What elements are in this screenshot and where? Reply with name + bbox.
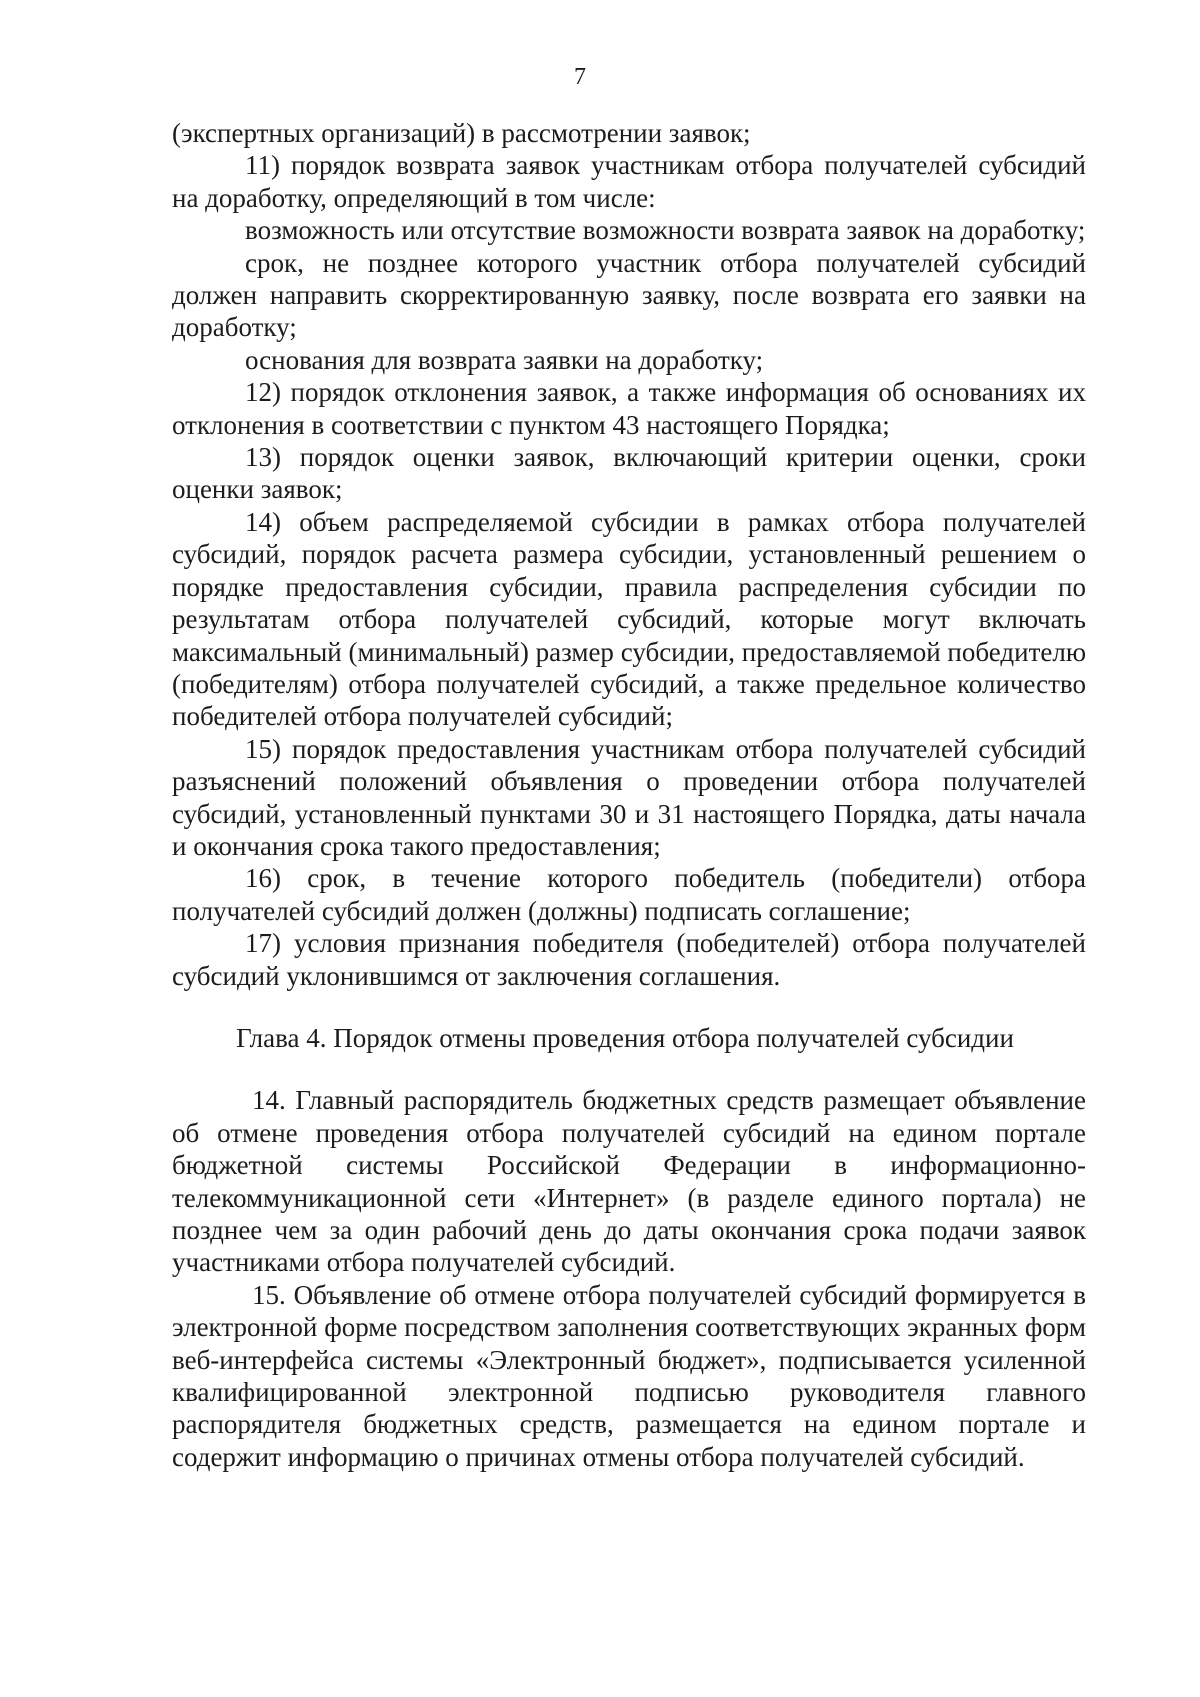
list-item-17: 17) условия признания победителя (победителей) отбора получателей субсидий уклонившимся от заключения соглашения.	[172, 928, 1086, 991]
clause-15: 15. Объявление об отмене отбора получателей субсидий формируется в электронной форме посредством заполнения соответствующих экранных форм веб-интерфейса системы «Электронный бюджет», подписывается усиленной квалифицированной электронной подписью руководителя главного распорядителя бюджетных средств, размещается на едином портале и содержит информацию о причинах отмены отбора получателей субсидий.	[172, 1279, 1086, 1472]
clause-14: 14. Главный распорядитель бюджетных средств размещает объявление об отмене проведения отбора получателей субсидий на едином портале бюджетной системы Российской Федерации в информационно-телекоммуникационной сети «Интернет» (в разделе единого портала) не позднее чем за один рабочий день до даты окончания срока подачи заявок участниками отбора получателей субсидий.	[172, 1085, 1086, 1278]
list-subitem-deadline: срок, не позднее которого участник отбора получателей субсидий должен направить скорректированную заявку, после возврата его заявки на доработку;	[172, 247, 1086, 343]
chapter-heading: Глава 4. Порядок отмены проведения отбора получателей субсидии	[236, 1022, 1014, 1053]
page-number: 7	[574, 64, 586, 90]
list-item-12: 12) порядок отклонения заявок, а также информация об основаниях их отклонения в соответствии с пунктом 43 настоящего Порядка;	[172, 377, 1086, 440]
paragraph-continuation: (экспертных организаций) в рассмотрении заявок;	[172, 118, 751, 148]
list-item-15: 15) порядок предоставления участникам отбора получателей субсидий разъяснений положений объявления о проведении отбора получателей субсидий, установленный пунктами 30 и 31 настоящего Порядка, даты начала и окончания срока такого предоставления;	[172, 733, 1086, 861]
list-item-14: 14) объем распределяемой субсидии в рамках отбора получателей субсидий, порядок расчета размера субсидии, установленный решением о порядке предоставления субсидии, правила распределения субсидии по результатам отбора получателей субсидий, которые могут включать максимальный (минимальный) размер субсидии, предоставляемой победителю (победителям) отбора получателей субсидий, а также предельное количество победителей отбора получателей субсидий;	[172, 506, 1086, 732]
list-item-11: 11) порядок возврата заявок участникам отбора получателей субсидий на доработку, определяющий в том числе:	[172, 150, 1086, 213]
list-item-13: 13) порядок оценки заявок, включающий критерии оценки, сроки оценки заявок;	[172, 442, 1086, 505]
list-item-16: 16) срок, в течение которого победитель (победители) отбора получателей субсидий должен (должны) подписать соглашение;	[172, 863, 1086, 926]
document-body	[172, 117, 1086, 1473]
list-subitem-grounds: основания для возврата заявки на доработку;	[245, 344, 764, 375]
list-subitem-possibility: возможность или отсутствие возможности возврата заявок на доработку;	[245, 215, 1086, 246]
